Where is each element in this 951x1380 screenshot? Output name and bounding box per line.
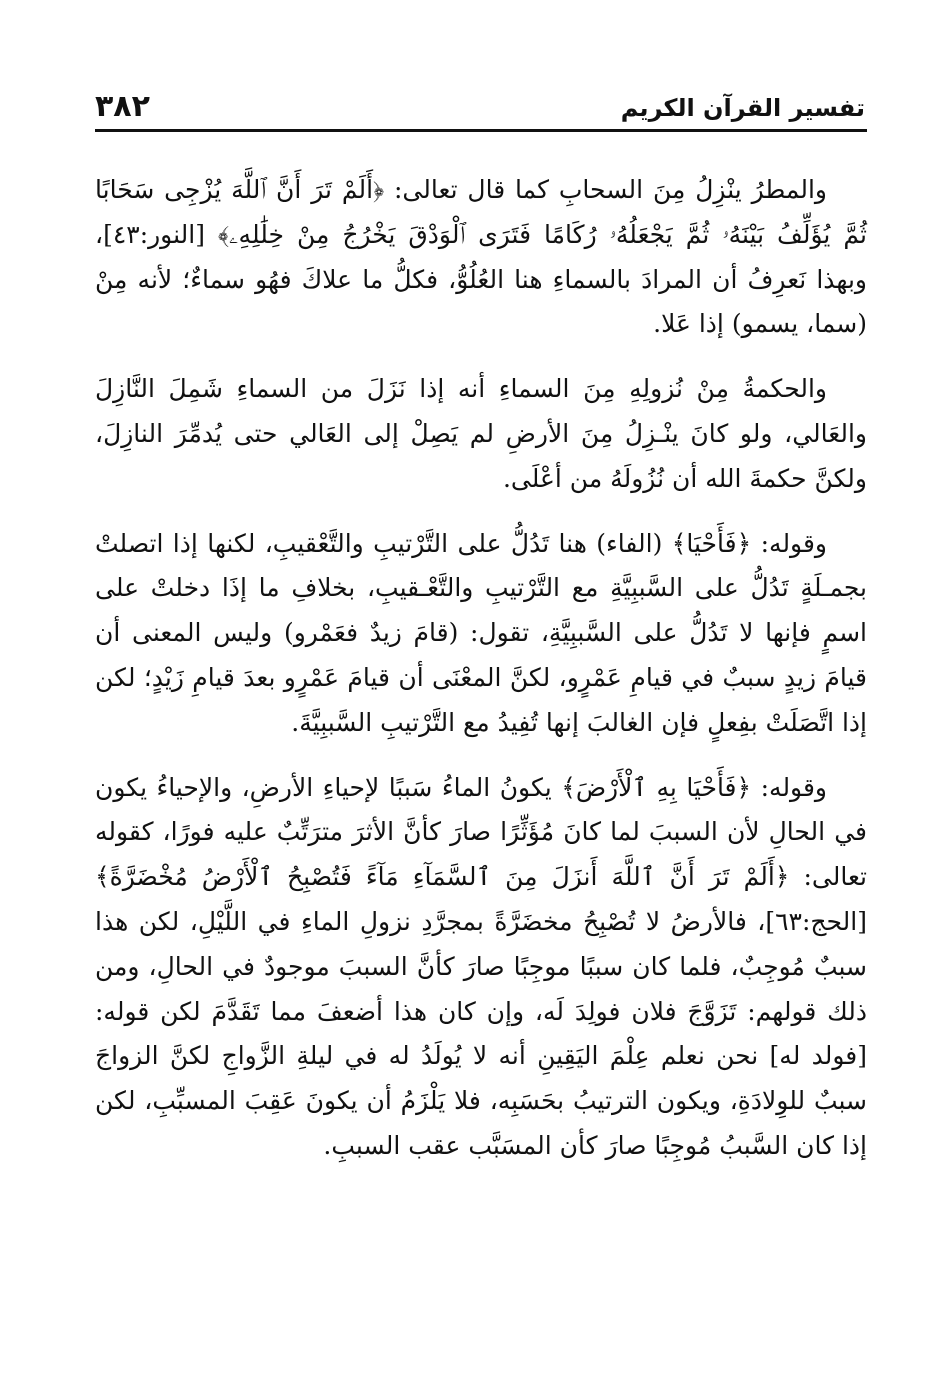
page-body xyxy=(95,168,867,1189)
paragraph-wisdom-of-descent: والحكمةُ مِنْ نُزولِهِ مِنَ السماءِ أنه إذا نَزَلَ من السماءِ شَمِلَ النَّازِلَ والعَالي، ولو كانَ ينْـزِلُ مِنَ الأرضِ لم يَصِلْ إلى العَالي حتى يُدمِّرَ النازِلَ، ولكنَّ حكمةَ الله أن نُزُولَهُ من أعْلَى. xyxy=(95,374,867,493)
paragraph-fa-causality: وقوله: ﴿فَأَحْيَا﴾ (الفاء) هنا تَدُلُّ على التَّرْتيبِ والتَّعْقيبِ، لكنها إذا اتصلتْ بجمـلَةٍ تَدُلُّ على السَّببِيَّةِ مع التَّرْتيبِ والتَّعْـقيبِ، بخلافِ ما إذَا دخلتْ على اسمٍ فإنها لا تَدُلُّ على السَّببِيَّةِ، تقول: (قامَ زيدٌ فعَمْرو) وليس المعنى أن قيامَ زيدٍ سببٌ في قيامِ عَمْرٍو، لكنَّ المعْنَى أن قيامَ عَمْرٍو بعدَ قيامِ زَيْدٍ؛ لكن إذا اتَّصَلَتْ بفِعلٍ فإن الغالبَ إنها تُفِيدُ مع التَّرْتيبِ السَّببِيَّةَ. xyxy=(95,528,867,737)
page-header xyxy=(95,88,865,128)
page-number: ٣٨٢ xyxy=(95,89,150,124)
paragraph-rain-from-clouds: والمطرُ ينْزِلُ مِنَ السحابِ كما قال تعالى: ﴿أَلَمْ تَرَ أَنَّ ٱللَّهَ يُزْجِى سَحَابًا ثُمَّ يُؤَلِّفُ بَيْنَهُۥ ثُمَّ يَجْعَلُهُۥ رُكَامًا فَتَرَى ٱلْوَدْقَ يَخْرُجُ مِنْ خِلَٰلِهِۦ﴾ [النور:٤٣]، وبهذا نَعرِفُ أن المرادَ بالسماءِ هنا العُلُوُّ، فكلُّ ما علاكَ فهُو سماءٌ؛ لأنه مِنْ (سما، يسمو) إذا عَلا. xyxy=(95,175,867,339)
running-title: تفسير القرآن الكريم xyxy=(620,94,865,122)
paragraph-reviving-earth: وقوله: ﴿فَأَحْيَا بِهِ ٱلْأَرْضَ﴾ يكونُ الماءُ سَببًا لإحياءِ الأرضِ، والإحياءُ يكون في الحالِ لأن السببَ لما كانَ مُؤَثِّرًا صارَ كأنَّ الأثرَ مترَتِّبٌ عليه فورًا، كقوله تعالى: ﴿أَلَمْ تَرَ أَنَّ ٱللَّهَ أَنزَلَ مِنَ ٱلسَّمَآءِ مَآءً فَتُصْبِحُ ٱلْأَرْضُ مُخْضَرَّةً﴾ [الحج:٦٣]، فالأرضُ لا تُصْبِحُ مخضَرَّةً بمجرَّدِ نزولِ الماءِ في اللَّيْلِ، لكن هذا سببٌ مُوجِبٌ، فلما كان سببًا موجِبًا صارَ كأنَّ السببَ موجودٌ في الحالِ، ومن ذلك قولهم: تَزَوَّجَ فلان فولِدَ لَه، وإن كان هذا أضعفَ مما تَقَدَّمَ لكن قوله: [فولد له] نحن نعلم عِلْمَ اليَقِينِ أنه لا يُولَدُ له في ليلةِ الزَّواجِ لكنَّ الزواجَ سببٌ للوِلادَةِ، ويكون الترتيبُ بحَسَبِه، فلا يَلْزَمُ أن يكونَ عَقِبَ المسبِّبِ، لكن إذا كان السَّببُ مُوجِبًا صارَ كأن المسَبَّب عقب السببِ. xyxy=(95,772,867,1160)
header-rule xyxy=(95,129,867,132)
